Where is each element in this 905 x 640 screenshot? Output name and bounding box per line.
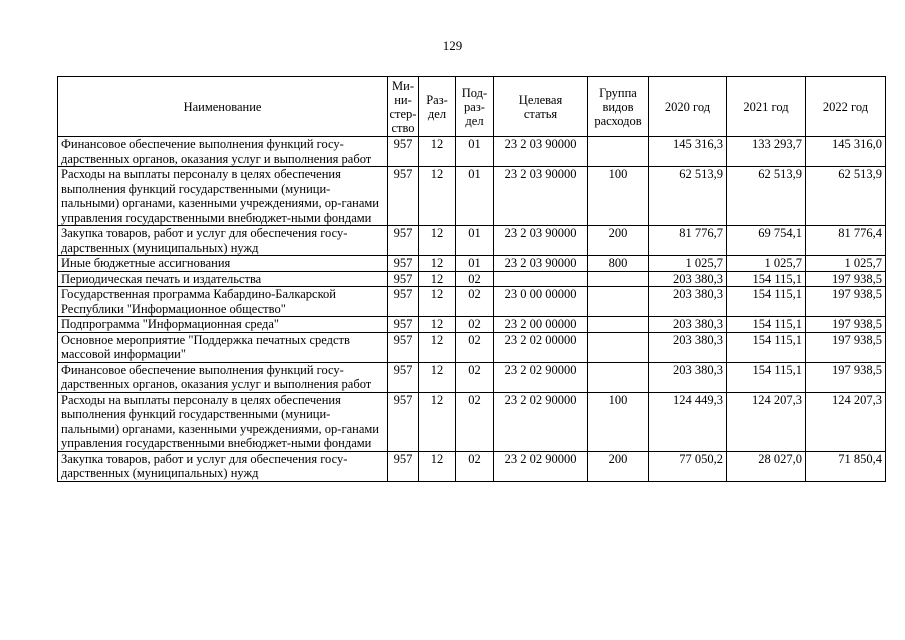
row-expense-group-cell <box>588 317 649 333</box>
row-target-article-cell: 23 2 03 90000 <box>494 137 588 167</box>
table-row <box>58 287 886 317</box>
row-name-cell: Финансовое обеспечение выполнения функций госу-дарственных органов, оказания услуг и выполнения работ <box>58 137 388 167</box>
row-section-cell: 12 <box>419 362 456 392</box>
row-year-2020-cell: 124 449,3 <box>649 392 727 451</box>
row-section-cell: 12 <box>419 256 456 272</box>
page-number: 129 <box>442 38 463 53</box>
row-section-cell: 12 <box>419 317 456 333</box>
row-expense-group-cell <box>588 287 649 317</box>
row-year-2020-cell: 77 050,2 <box>649 451 727 481</box>
row-section-cell: 12 <box>419 287 456 317</box>
row-expense-group-cell: 200 <box>588 226 649 256</box>
row-target-article-cell: 23 2 02 90000 <box>494 451 588 481</box>
row-expense-group-cell: 800 <box>588 256 649 272</box>
row-year-2020-cell: 203 380,3 <box>649 287 727 317</box>
row-expense-group-cell <box>588 271 649 287</box>
header-ministry: Ми- ни- стер- ство <box>388 77 419 137</box>
row-section-cell: 12 <box>419 226 456 256</box>
row-name-cell: Периодическая печать и издательства <box>58 271 388 287</box>
row-year-2021-cell: 62 513,9 <box>727 167 806 226</box>
header-section: Раз- дел <box>419 77 456 137</box>
row-ministry-cell: 957 <box>388 271 419 287</box>
header-subsection: Под- раз- дел <box>456 77 494 137</box>
row-section-cell: 12 <box>419 271 456 287</box>
row-name-cell: Расходы на выплаты персоналу в целях обеспечения выполнения функций государственными (муници-пальными) органами, казенными учреждениями, ор-ганами управления государственными внебюджет-ными фондами <box>58 167 388 226</box>
row-year-2021-cell: 154 115,1 <box>727 362 806 392</box>
row-subsection-cell: 01 <box>456 226 494 256</box>
row-target-article-cell: 23 2 02 90000 <box>494 392 588 451</box>
row-target-article-cell: 23 2 02 00000 <box>494 332 588 362</box>
row-ministry-cell: 957 <box>388 317 419 333</box>
table-row <box>58 332 886 362</box>
row-target-article-cell: 23 2 03 90000 <box>494 256 588 272</box>
row-subsection-cell: 01 <box>456 256 494 272</box>
row-target-article-cell: 23 2 02 90000 <box>494 362 588 392</box>
row-year-2021-cell: 154 115,1 <box>727 271 806 287</box>
header-target-article: Целевая статья <box>494 77 588 137</box>
row-target-article-cell <box>494 271 588 287</box>
row-section-cell: 12 <box>419 137 456 167</box>
row-name-cell: Подпрограмма "Информационная среда" <box>58 317 388 333</box>
row-expense-group-cell <box>588 332 649 362</box>
row-subsection-cell: 02 <box>456 287 494 317</box>
row-year-2021-cell: 1 025,7 <box>727 256 806 272</box>
row-section-cell: 12 <box>419 451 456 481</box>
row-year-2020-cell: 203 380,3 <box>649 362 727 392</box>
table-row <box>58 317 886 333</box>
row-year-2020-cell: 203 380,3 <box>649 271 727 287</box>
table-row <box>58 392 886 451</box>
row-ministry-cell: 957 <box>388 167 419 226</box>
row-subsection-cell: 02 <box>456 451 494 481</box>
header-year-2020: 2020 год <box>649 77 727 137</box>
row-year-2022-cell: 81 776,4 <box>806 226 886 256</box>
row-target-article-cell: 23 0 00 00000 <box>494 287 588 317</box>
row-expense-group-cell: 100 <box>588 392 649 451</box>
row-year-2022-cell: 197 938,5 <box>806 332 886 362</box>
header-expense-group: Группа видов расходов <box>588 77 649 137</box>
row-target-article-cell: 23 2 00 00000 <box>494 317 588 333</box>
row-section-cell: 12 <box>419 332 456 362</box>
row-ministry-cell: 957 <box>388 137 419 167</box>
row-year-2021-cell: 124 207,3 <box>727 392 806 451</box>
header-year-2022: 2022 год <box>806 77 886 137</box>
row-year-2021-cell: 154 115,1 <box>727 317 806 333</box>
row-section-cell: 12 <box>419 167 456 226</box>
row-expense-group-cell: 200 <box>588 451 649 481</box>
row-name-cell: Иные бюджетные ассигнования <box>58 256 388 272</box>
row-subsection-cell: 01 <box>456 167 494 226</box>
row-year-2022-cell: 1 025,7 <box>806 256 886 272</box>
row-year-2022-cell: 124 207,3 <box>806 392 886 451</box>
row-ministry-cell: 957 <box>388 392 419 451</box>
table-row <box>58 137 886 167</box>
table-row <box>58 271 886 287</box>
row-expense-group-cell <box>588 362 649 392</box>
row-name-cell: Закупка товаров, работ и услуг для обеспечения госу-дарственных (муниципальных) нужд <box>58 451 388 481</box>
row-year-2022-cell: 71 850,4 <box>806 451 886 481</box>
table-header-row <box>58 77 886 137</box>
row-name-cell: Финансовое обеспечение выполнения функций госу-дарственных органов, оказания услуг и выполнения работ <box>58 362 388 392</box>
row-year-2020-cell: 81 776,7 <box>649 226 727 256</box>
row-subsection-cell: 02 <box>456 362 494 392</box>
row-name-cell: Закупка товаров, работ и услуг для обеспечения госу-дарственных (муниципальных) нужд <box>58 226 388 256</box>
table-row <box>58 362 886 392</box>
row-year-2021-cell: 69 754,1 <box>727 226 806 256</box>
row-ministry-cell: 957 <box>388 332 419 362</box>
table-row <box>58 256 886 272</box>
table-row <box>58 226 886 256</box>
row-target-article-cell: 23 2 03 90000 <box>494 226 588 256</box>
row-name-cell: Расходы на выплаты персоналу в целях обеспечения выполнения функций государственными (муници-пальными) органами, казенными учреждениями, ор-ганами управления государственными внебюджет-ными фондами <box>58 392 388 451</box>
row-subsection-cell: 02 <box>456 271 494 287</box>
header-year-2021: 2021 год <box>727 77 806 137</box>
row-year-2022-cell: 197 938,5 <box>806 317 886 333</box>
budget-table <box>57 76 886 482</box>
row-name-cell: Основное мероприятие "Поддержка печатных средств массовой информации" <box>58 332 388 362</box>
row-ministry-cell: 957 <box>388 451 419 481</box>
row-target-article-cell: 23 2 03 90000 <box>494 167 588 226</box>
row-name-cell: Государственная программа Кабардино-Балкарской Республики "Информационное общество" <box>58 287 388 317</box>
row-subsection-cell: 02 <box>456 332 494 362</box>
row-subsection-cell: 02 <box>456 392 494 451</box>
row-year-2021-cell: 133 293,7 <box>727 137 806 167</box>
row-year-2022-cell: 197 938,5 <box>806 271 886 287</box>
row-year-2020-cell: 203 380,3 <box>649 332 727 362</box>
row-section-cell: 12 <box>419 392 456 451</box>
row-year-2021-cell: 154 115,1 <box>727 332 806 362</box>
row-year-2020-cell: 145 316,3 <box>649 137 727 167</box>
row-year-2020-cell: 1 025,7 <box>649 256 727 272</box>
row-subsection-cell: 01 <box>456 137 494 167</box>
row-ministry-cell: 957 <box>388 256 419 272</box>
row-year-2022-cell: 197 938,5 <box>806 362 886 392</box>
row-year-2021-cell: 28 027,0 <box>727 451 806 481</box>
table-row <box>58 451 886 481</box>
row-ministry-cell: 957 <box>388 362 419 392</box>
row-year-2021-cell: 154 115,1 <box>727 287 806 317</box>
row-ministry-cell: 957 <box>388 287 419 317</box>
row-year-2022-cell: 197 938,5 <box>806 287 886 317</box>
row-year-2020-cell: 203 380,3 <box>649 317 727 333</box>
row-expense-group-cell <box>588 137 649 167</box>
row-expense-group-cell: 100 <box>588 167 649 226</box>
row-year-2022-cell: 62 513,9 <box>806 167 886 226</box>
row-subsection-cell: 02 <box>456 317 494 333</box>
table-row <box>58 167 886 226</box>
row-year-2020-cell: 62 513,9 <box>649 167 727 226</box>
row-ministry-cell: 957 <box>388 226 419 256</box>
header-name: Наименование <box>58 77 388 137</box>
row-year-2022-cell: 145 316,0 <box>806 137 886 167</box>
